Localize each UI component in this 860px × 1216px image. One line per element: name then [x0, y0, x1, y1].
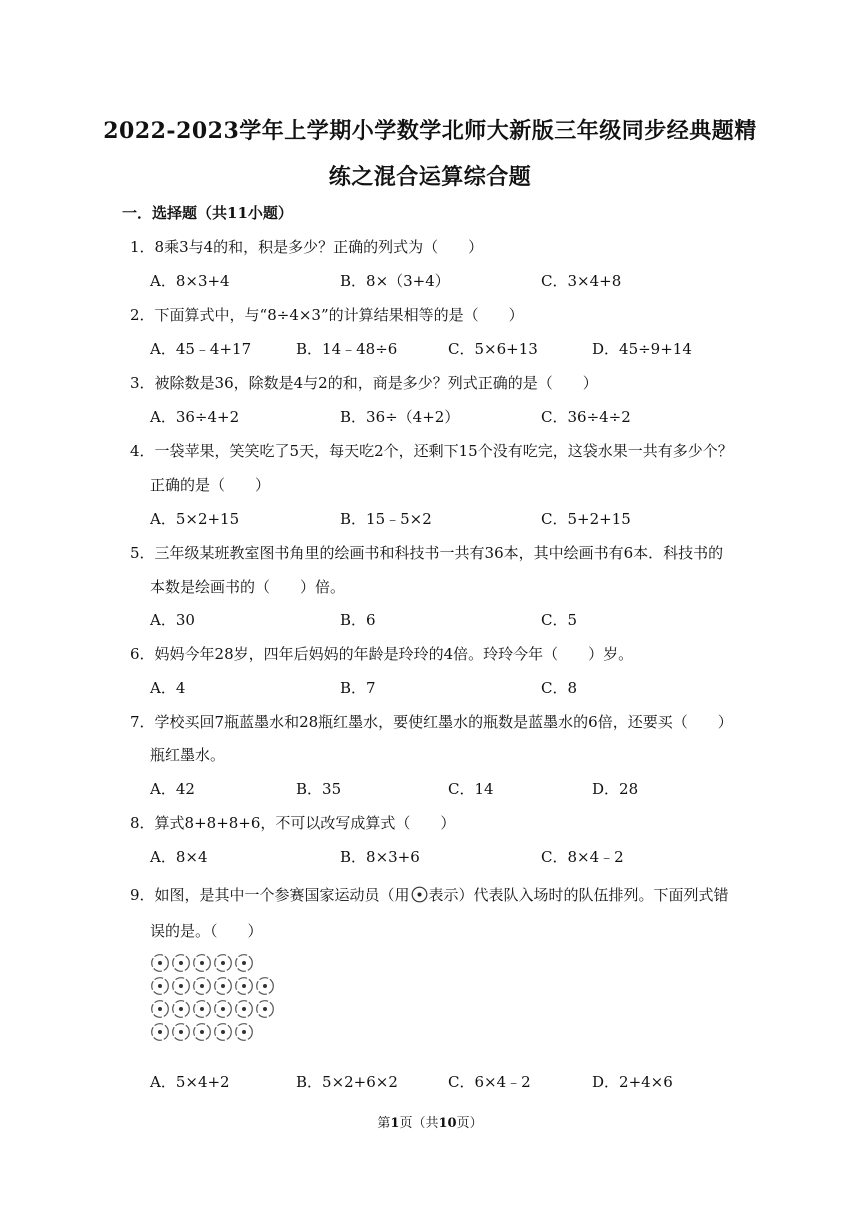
athlete-circle-dot-icon [150, 1022, 170, 1042]
question-6-text: 6．妈妈今年28岁，四年后妈妈的年龄是玲玲的4倍。玲玲今年（ ）岁。 [130, 645, 634, 663]
question-7-text-continued: 瓶红墨水。 [150, 746, 226, 764]
question-8-text: 8．算式8+8+8+6，不可以改写成算式（ ） [130, 814, 456, 832]
question-9-text-continued: 误的是。（ ） [150, 922, 263, 940]
footer-prefix: 第 [377, 1116, 391, 1131]
athlete-circle-dot-icon [171, 976, 191, 996]
athlete-circle-dot-icon [192, 999, 212, 1019]
athlete-formation-grid [150, 953, 276, 1045]
footer-mid: 页（共 [399, 1116, 439, 1131]
question-3-option-c: C．36÷4÷2 [541, 408, 631, 426]
question-2-option-b: B．14﹣48÷6 [296, 340, 398, 358]
question-5-option-c: C．5 [541, 611, 578, 629]
question-9-option-c: C．6×4﹣2 [448, 1073, 531, 1091]
question-2-option-c: C．5×6+13 [448, 340, 538, 358]
question-4-text-continued: 正确的是（ ） [150, 476, 271, 494]
athlete-circle-dot-icon [234, 976, 254, 996]
question-4-option-a: A．5×2+15 [150, 510, 240, 528]
question-5-option-a: A．30 [150, 611, 195, 629]
athlete-circle-dot-icon [234, 999, 254, 1019]
athlete-circle-dot-icon [213, 976, 233, 996]
question-6-option-b: B．7 [340, 679, 376, 697]
question-9-text-part-a: 9．如图，是其中一个参赛国家运动员（用 [130, 886, 410, 904]
question-4-text: 4．一袋苹果，笑笑吃了5天，每天吃2个，还剩下15个没有吃完，这袋水果一共有多少个？ [130, 442, 733, 460]
question-9-text [130, 884, 729, 905]
athlete-circle-dot-icon [255, 999, 275, 1019]
question-2-text: 2．下面算式中，与“8÷4×3”的计算结果相等的是（ ） [130, 306, 524, 324]
question-8-option-c: C．8×4﹣2 [541, 848, 624, 866]
athlete-circle-dot-icon [234, 953, 254, 973]
athlete-circle-dot-icon [171, 999, 191, 1019]
athlete-circle-dot-icon [150, 999, 170, 1019]
question-2-option-d: D．45÷9+14 [592, 340, 692, 358]
footer-page-number: 1 [390, 1116, 400, 1131]
question-7-option-b: B．35 [296, 780, 342, 798]
question-9-text-part-b: 表示）代表队入场时的队伍排列。下面列式错 [428, 886, 729, 904]
formation-row [150, 999, 276, 1022]
question-9-option-d: D．2+4×6 [592, 1073, 673, 1091]
question-3-option-a: A．36÷4+2 [150, 408, 240, 426]
document-title-line-1: 2022-2023学年上学期小学数学北师大新版三年级同步经典题精 [103, 118, 757, 144]
question-1-option-c: C．3×4+8 [541, 272, 622, 290]
question-8-option-a: A．8×4 [150, 848, 208, 866]
question-4-option-b: B．15﹣5×2 [340, 510, 432, 528]
footer-total-pages: 10 [438, 1116, 457, 1131]
question-3-option-b: B．36÷（4+2） [340, 408, 460, 426]
athlete-circle-dot-icon [171, 1022, 191, 1042]
question-5-text: 5．三年级某班教室图书角里的绘画书和科技书一共有36本，其中绘画书有6本．科技书的 [130, 544, 724, 562]
question-8-option-b: B．8×3+6 [340, 848, 420, 866]
question-5-option-b: B．6 [340, 611, 376, 629]
athlete-circle-dot-icon [255, 976, 275, 996]
athlete-circle-dot-icon [192, 976, 212, 996]
question-3-text: 3．被除数是36，除数是4与2的和，商是多少？列式正确的是（ ） [130, 374, 598, 392]
page-footer [0, 1112, 860, 1131]
question-1-option-b: B．8×（3+4） [340, 272, 450, 290]
footer-suffix: 页） [456, 1116, 483, 1131]
athlete-circle-dot-icon [411, 886, 428, 903]
question-1-text: 1．8乘3与4的和，积是多少？正确的列式为（ ） [130, 238, 484, 256]
question-7-text: 7．学校买回7瓶蓝墨水和28瓶红墨水，要使红墨水的瓶数是蓝墨水的6倍，还要买（ ） [130, 713, 733, 731]
question-5-text-continued: 本数是绘画书的（ ）倍。 [150, 578, 346, 596]
formation-row [150, 953, 276, 976]
question-4-option-c: C．5+2+15 [541, 510, 631, 528]
question-7-option-c: C．14 [448, 780, 494, 798]
formation-row [150, 976, 276, 999]
athlete-circle-dot-icon [192, 953, 212, 973]
question-7-option-d: D．28 [592, 780, 639, 798]
athlete-circle-dot-icon [213, 1022, 233, 1042]
athlete-circle-dot-icon [213, 953, 233, 973]
question-1-option-a: A．8×3+4 [150, 272, 230, 290]
formation-row [150, 1022, 276, 1045]
athlete-circle-dot-icon [150, 953, 170, 973]
athlete-circle-dot-icon [150, 976, 170, 996]
athlete-circle-dot-icon [234, 1022, 254, 1042]
athlete-circle-dot-icon [192, 1022, 212, 1042]
question-9-option-a: A．5×4+2 [150, 1073, 230, 1091]
question-6-option-a: A．4 [150, 679, 186, 697]
document-title-line-2: 练之混合运算综合题 [328, 164, 532, 190]
question-2-option-a: A．45﹣4+17 [150, 340, 252, 358]
question-6-option-c: C．8 [541, 679, 578, 697]
athlete-circle-dot-icon [213, 999, 233, 1019]
question-9-option-b: B．5×2+6×2 [296, 1073, 398, 1091]
athlete-circle-dot-icon [171, 953, 191, 973]
question-7-option-a: A．42 [150, 780, 195, 798]
section-header: 一．选择题（共11小题） [122, 204, 293, 222]
